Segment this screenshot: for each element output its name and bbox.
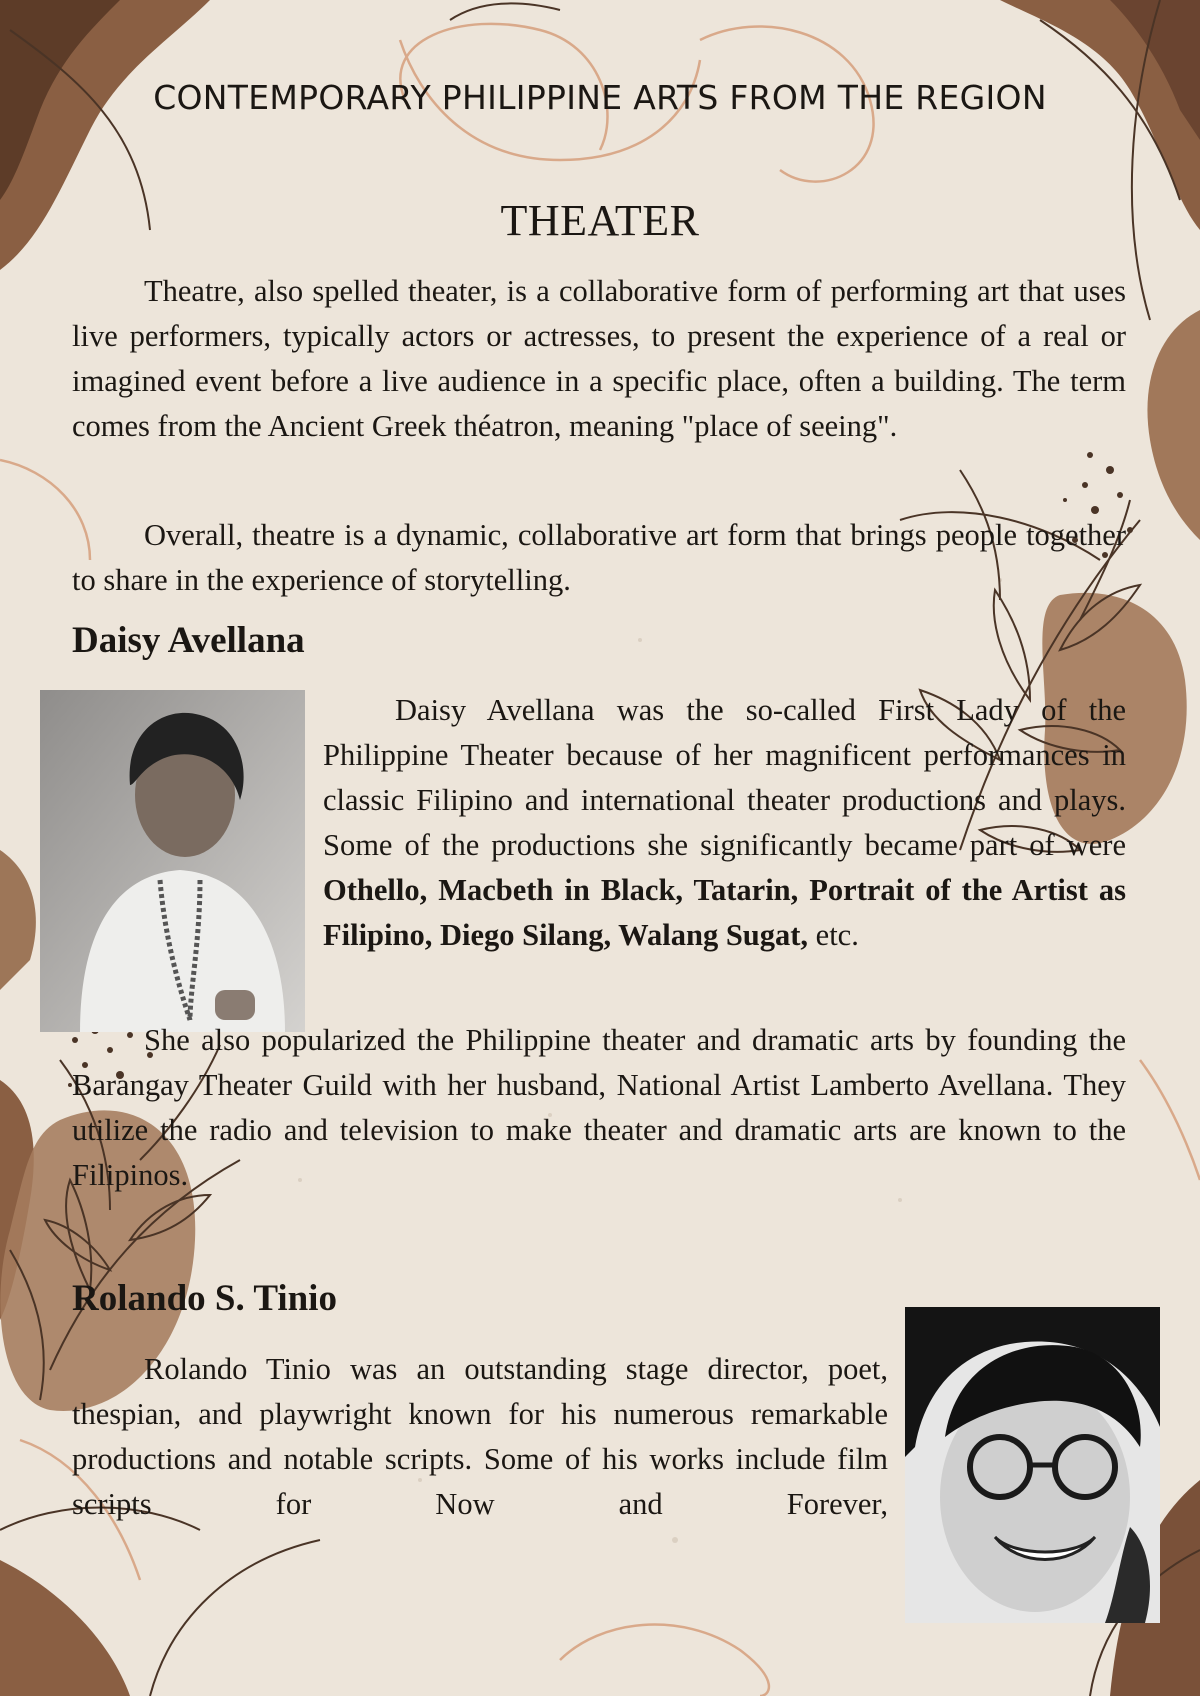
intro-paragraph-2: Overall, theatre is a dynamic, collaborative art form that brings people together to share in the experience of storytelling. xyxy=(72,518,1126,597)
daisy-productions-list: Othello, Macbeth in Black, Tatarin, Portrait of the Artist as Filipino, Diego Silang, Walang Sugat, xyxy=(323,873,1126,952)
document-title: CONTEMPORARY PHILIPPINE ARTS FROM THE REGION xyxy=(153,78,1047,117)
intro-paragraph-1: Theatre, also spelled theater, is a collaborative form of performing art that uses live performers, typically actors or actresses, to present the experience of a real or imagined event before a live audience in a specific place, often a building. The term comes from the Ancient Greek théatron, meaning "place of seeing". xyxy=(72,274,1126,443)
heading-rolando-tinio: Rolando S. Tinio xyxy=(72,1278,337,1319)
daisy-paragraph-1-tail: etc. xyxy=(815,918,859,952)
section-title: THEATER xyxy=(500,196,700,245)
daisy-paragraph-1 xyxy=(323,688,1126,958)
rolando-tinio-photo xyxy=(905,1307,1160,1623)
daisy-avellana-photo xyxy=(40,690,305,1032)
heading-daisy-avellana: Daisy Avellana xyxy=(72,620,305,661)
daisy-paragraph-2: She also popularized the Philippine theater and dramatic arts by founding the Barangay Theater Guild with her husband, National Artist Lamberto Avellana. They utilize the radio and television to make theater and dramatic arts are known to the Filipinos. xyxy=(72,1023,1126,1192)
daisy-paragraph-1-text: Daisy Avellana was the so-called First Lady of the Philippine Theater because of her magnificent performances in classic Filipino and international theater productions and plays. Some of the productions she significantly became part of were xyxy=(323,693,1126,862)
rolando-paragraph-1: Rolando Tinio was an outstanding stage director, poet, thespian, and playwright known for his numerous remarkable productions and notable scripts. Some of his works include film scripts for Now and Forever, xyxy=(72,1352,888,1521)
